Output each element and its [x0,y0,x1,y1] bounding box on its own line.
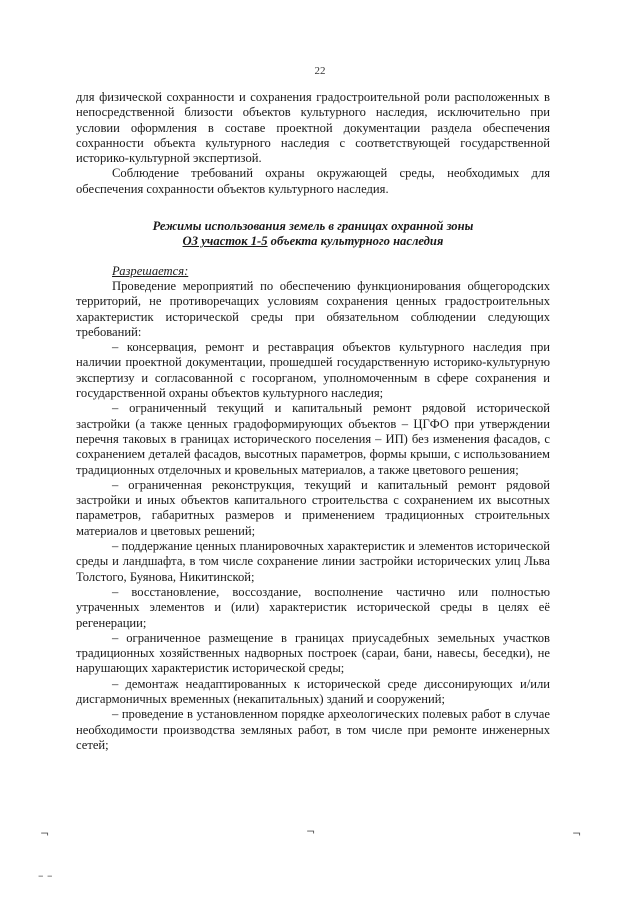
list-item: – ограниченный текущий и капитальный ремонт рядовой исторической застройки (а также ценных градоформирующих объектов – ЦГФО при утверждении перечня таковых в границах исторического поселения – ИП) без изменения фасадов, с сохранением деталей фасадов, высотных параметров, формы крыши, с использованием традиционных отделочных и кровельных материалов, а также цветового решения; [76,401,550,477]
scan-mark: ¬ [572,827,582,840]
page-number: 22 [314,65,326,77]
list-item: – демонтаж неадаптированных к исторической среде диссонирующих и/или дисгармоничных временных (некапитальных) зданий и сооружений; [76,676,550,706]
list-item: – поддержание ценных планировочных характеристик и элементов исторической среды и ландшафта, в том числе сохранение линии застройки исторических улиц Льва Толстого, Буянова, Никитинской; [76,539,550,584]
page-body [76,90,550,753]
scan-mark: – – [38,869,53,882]
section-heading-line2 [76,234,550,249]
paragraph-intro: Проведение мероприятий по обеспечению функционирования общегородских территорий, не противоречащих условиям сохранения ценных градостроительных характеристик исторической среды при обязательном соблюдении следующих требований: [76,278,550,339]
scan-mark: ¬ [306,825,316,838]
list-item: – ограниченная реконструкция, текущий и капитальный ремонт рядовой застройки и иных объектов капитального строительства с сохранением их высотных параметров, габаритных размеров и применением традиционных строительных материалов и цветовых решений; [76,477,550,538]
list-item: – проведение в установленном порядке археологических полевых работ в случае необходимости производства земляных работ, в том числе при ремонте инженерных сетей; [76,707,550,752]
paragraph-environment: Соблюдение требований охраны окружающей среды, необходимых для обеспечения сохранности объектов культурного наследия. [76,166,550,196]
allowed-label: Разрешается: [112,263,189,278]
scan-mark: ¬ [40,827,50,840]
list-item: – восстановление, воссоздание, восполнение частично или полностью утраченных элементов и (или) характеристик исторической среды в целях её регенерации; [76,584,550,630]
section-heading-line1: Режимы использования земель в границах охранной зоны [152,219,474,234]
paragraph-continuation: для физической сохранности и сохранения градостроительной роли расположенных в непосредственной близости объектов культурного наследия, исключительно при условии оформления в составе проектной документации раздела обеспечения сохранности объекта культурного наследия с соответствующей государственной историко-культурной экспертизой. [76,90,550,166]
section-heading-line2-rest: объекта культурного наследия [267,234,444,249]
zone-code: ОЗ участок 1-5 [182,234,268,249]
list-item: – ограниченное размещение в границах приусадебных земельных участков традиционных хозяйственных надворных построек (сараи, бани, навесы, беседки), не нарушающих характеристик исторической среды; [76,630,550,676]
list-item: – консервация, ремонт и реставрация объектов культурного наследия при наличии проектной документации, прошедшей государственную историко-культурную экспертизу и согласованной с госорганом, уполномоченным в сфере сохранения и государственной охраны объектов культурного наследия; [76,340,550,401]
